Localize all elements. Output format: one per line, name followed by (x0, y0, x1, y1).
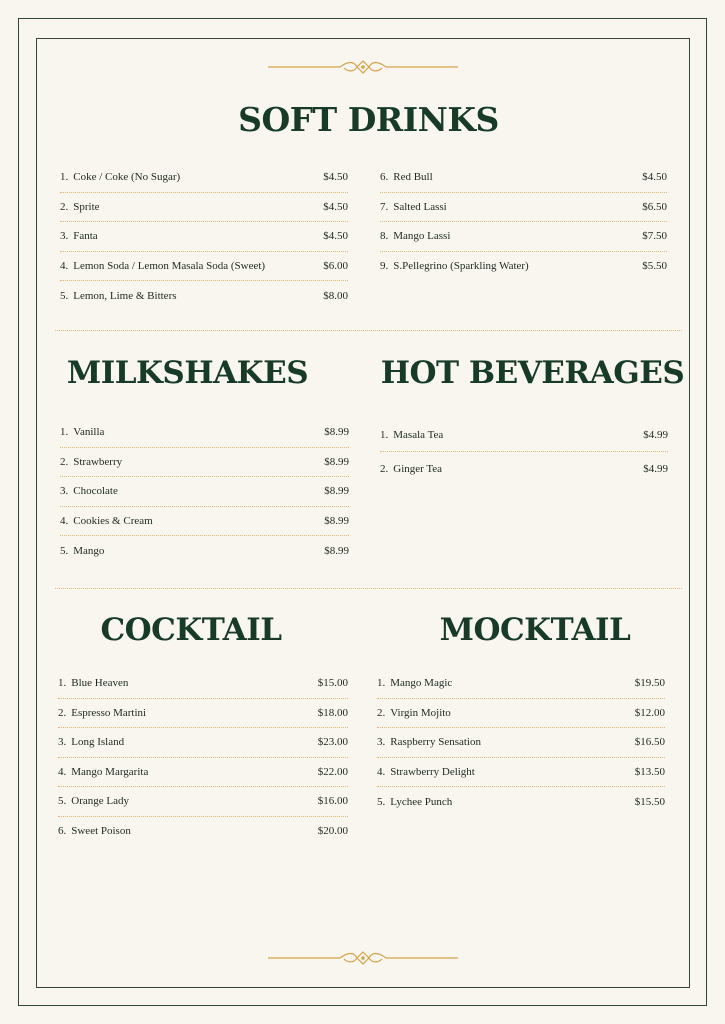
menu-item-label: Mango Lassi (393, 230, 451, 243)
menu-item-price: $5.50 (642, 260, 667, 273)
menu-item-name (60, 260, 265, 272)
menu-item (58, 817, 348, 847)
hot-beverages-list (380, 418, 668, 486)
menu-item-number: 2. (377, 706, 386, 719)
menu-item-price: $23.00 (317, 736, 348, 749)
top-flourish-icon (0, 59, 725, 75)
menu-item-name (60, 515, 153, 527)
menu-item-name (58, 766, 148, 778)
menu-item (60, 507, 349, 537)
menu-item (60, 477, 349, 507)
menu-item-label: Sweet Poison (71, 825, 131, 838)
menu-item-name (377, 707, 451, 719)
menu-item-number: 1. (377, 677, 386, 690)
menu-item-label: Fanta (73, 230, 98, 243)
menu-item-price: $12.00 (634, 706, 665, 719)
menu-item-label: Blue Heaven (71, 677, 129, 690)
menu-item-price: $15.00 (317, 677, 348, 690)
menu-item (60, 252, 348, 282)
menu-item-number: 4. (377, 765, 386, 778)
menu-item (58, 669, 348, 699)
menu-item-number: 2. (60, 200, 69, 213)
menu-item-price: $16.50 (634, 736, 665, 749)
menu-item-name (60, 290, 177, 302)
menu-item-name (377, 736, 481, 748)
section-divider (55, 330, 682, 331)
menu-item-name (377, 766, 475, 778)
menu-item-number: 5. (377, 795, 386, 808)
menu-item-price: $22.00 (317, 765, 348, 778)
menu-item-label: Cookies & Cream (73, 514, 153, 527)
menu-item-name (380, 260, 529, 272)
menu-item-price: $4.99 (643, 463, 668, 475)
milkshakes-list (60, 418, 349, 566)
menu-item-number: 7. (380, 200, 389, 213)
mocktail-list (377, 669, 665, 817)
menu-item-name (60, 485, 118, 497)
menu-item (58, 787, 348, 817)
milkshakes-title: MILKSHAKES (66, 355, 309, 391)
menu-item-label: Long Island (71, 736, 125, 749)
menu-item-label: Orange Lady (71, 795, 129, 808)
menu-item-label: Strawberry Delight (390, 765, 475, 778)
menu-item-number: 1. (380, 428, 389, 441)
menu-item-price: $19.50 (634, 677, 665, 690)
menu-item-number: 4. (60, 514, 69, 527)
menu-item (377, 758, 665, 788)
soft-drinks-title: SOFT DRINKS (238, 100, 499, 139)
menu-item-price: $16.00 (317, 795, 348, 808)
menu-item-price: $8.99 (324, 426, 349, 439)
menu-item-label: S.Pellegrino (Sparkling Water) (393, 260, 529, 273)
menu-item-number: 2. (58, 706, 67, 719)
menu-item (377, 669, 665, 699)
menu-item-label: Mango (73, 544, 105, 557)
menu-item-name (380, 429, 443, 441)
menu-item (380, 163, 667, 193)
menu-item-name (377, 677, 452, 689)
menu-item-price: $6.50 (642, 200, 667, 213)
menu-item-name (58, 795, 129, 807)
menu-item-number: 4. (58, 765, 67, 778)
menu-item-number: 3. (60, 485, 69, 498)
menu-item-name (377, 796, 452, 808)
menu-item-label: Salted Lassi (393, 200, 447, 213)
menu-item-name (60, 545, 104, 557)
menu-item-label: Masala Tea (393, 428, 444, 441)
menu-item (60, 193, 348, 223)
menu-item-price: $8.99 (324, 544, 349, 557)
menu-item-price: $4.50 (323, 171, 348, 184)
menu-item-label: Coke / Coke (No Sugar) (73, 171, 181, 184)
menu-item-name (58, 736, 124, 748)
menu-item-price: $4.50 (642, 171, 667, 184)
menu-item (380, 193, 667, 223)
menu-item-name (380, 201, 447, 213)
menu-item-price: $20.00 (317, 825, 348, 838)
menu-item-number: 2. (60, 455, 69, 468)
menu-item-number: 5. (58, 795, 67, 808)
menu-item (58, 758, 348, 788)
cocktail-list (58, 669, 348, 846)
menu-item-name (60, 426, 104, 438)
menu-item (60, 418, 349, 448)
menu-item (60, 163, 348, 193)
menu-item (380, 222, 667, 252)
menu-item-number: 2. (380, 463, 389, 475)
menu-item-price: $7.50 (642, 230, 667, 243)
menu-item-label: Strawberry (73, 455, 123, 468)
menu-item-name (58, 707, 146, 719)
menu-item (377, 728, 665, 758)
menu-item-name (380, 463, 442, 475)
menu-item (58, 728, 348, 758)
menu-item-label: Mango Magic (390, 677, 453, 690)
cocktail-title: COCKTAIL (100, 612, 282, 648)
menu-item-number: 5. (60, 289, 69, 302)
menu-item-price: $13.50 (634, 765, 665, 778)
menu-item-price: $4.50 (323, 200, 348, 213)
menu-item-price: $8.99 (324, 485, 349, 498)
menu-item-label: Espresso Martini (71, 706, 147, 719)
menu-item (60, 536, 349, 566)
menu-item-label: Raspberry Sensation (390, 736, 481, 749)
menu-item-name (380, 230, 450, 242)
menu-item-label: Ginger Tea (393, 463, 443, 475)
menu-item-label: Lychee Punch (390, 795, 453, 808)
menu-item-number: 5. (60, 544, 69, 557)
menu-item-number: 8. (380, 230, 389, 243)
menu-item-number: 1. (58, 677, 67, 690)
menu-item-label: Sprite (73, 200, 100, 213)
menu-item-name (58, 825, 131, 837)
menu-item (60, 222, 348, 252)
menu-item-number: 3. (58, 736, 67, 749)
menu-item-label: Chocolate (73, 485, 118, 498)
menu-item-price: $4.99 (643, 428, 668, 441)
menu-item (60, 448, 349, 478)
menu-item-name (60, 171, 180, 183)
menu-item-price: $8.99 (324, 455, 349, 468)
soft-drinks-list-left (60, 163, 348, 311)
menu-item (380, 252, 667, 282)
menu-item (377, 699, 665, 729)
menu-item (380, 418, 668, 452)
menu-item (377, 787, 665, 817)
menu-item-number: 1. (60, 171, 69, 184)
menu-item-name (60, 456, 122, 468)
menu-item (58, 699, 348, 729)
soft-drinks-list-right (380, 163, 667, 281)
menu-item-price: $15.50 (634, 795, 665, 808)
menu-item-name (60, 230, 98, 242)
menu-item-number: 9. (380, 260, 389, 273)
menu-item-label: Red Bull (393, 171, 433, 184)
menu-item-name (380, 171, 433, 183)
menu-item-number: 6. (380, 171, 389, 184)
menu-item-name (58, 677, 128, 689)
bottom-flourish-icon (0, 950, 725, 966)
menu-item-number: 6. (58, 825, 67, 838)
menu-item-number: 4. (60, 259, 69, 272)
section-divider (55, 588, 682, 589)
menu-item (60, 281, 348, 311)
menu-item-price: $4.50 (323, 230, 348, 243)
menu-item-number: 3. (60, 230, 69, 243)
menu-item-name (60, 201, 100, 213)
menu-item-number: 3. (377, 736, 386, 749)
hot-beverages-title: HOT BEVERAGES (380, 355, 685, 391)
menu-item (380, 452, 668, 486)
menu-item-label: Virgin Mojito (390, 706, 451, 719)
mocktail-title: MOCKTAIL (439, 612, 631, 648)
menu-item-number: 1. (60, 426, 69, 439)
menu-item-label: Lemon Soda / Lemon Masala Soda (Sweet) (73, 259, 266, 272)
menu-item-price: $8.99 (324, 514, 349, 527)
menu-item-price: $8.00 (323, 289, 348, 302)
menu-item-label: Lemon, Lime & Bitters (73, 289, 177, 302)
menu-item-label: Mango Margarita (71, 765, 149, 778)
menu-item-price: $18.00 (317, 706, 348, 719)
menu-item-price: $6.00 (323, 259, 348, 272)
menu-item-label: Vanilla (73, 426, 105, 439)
